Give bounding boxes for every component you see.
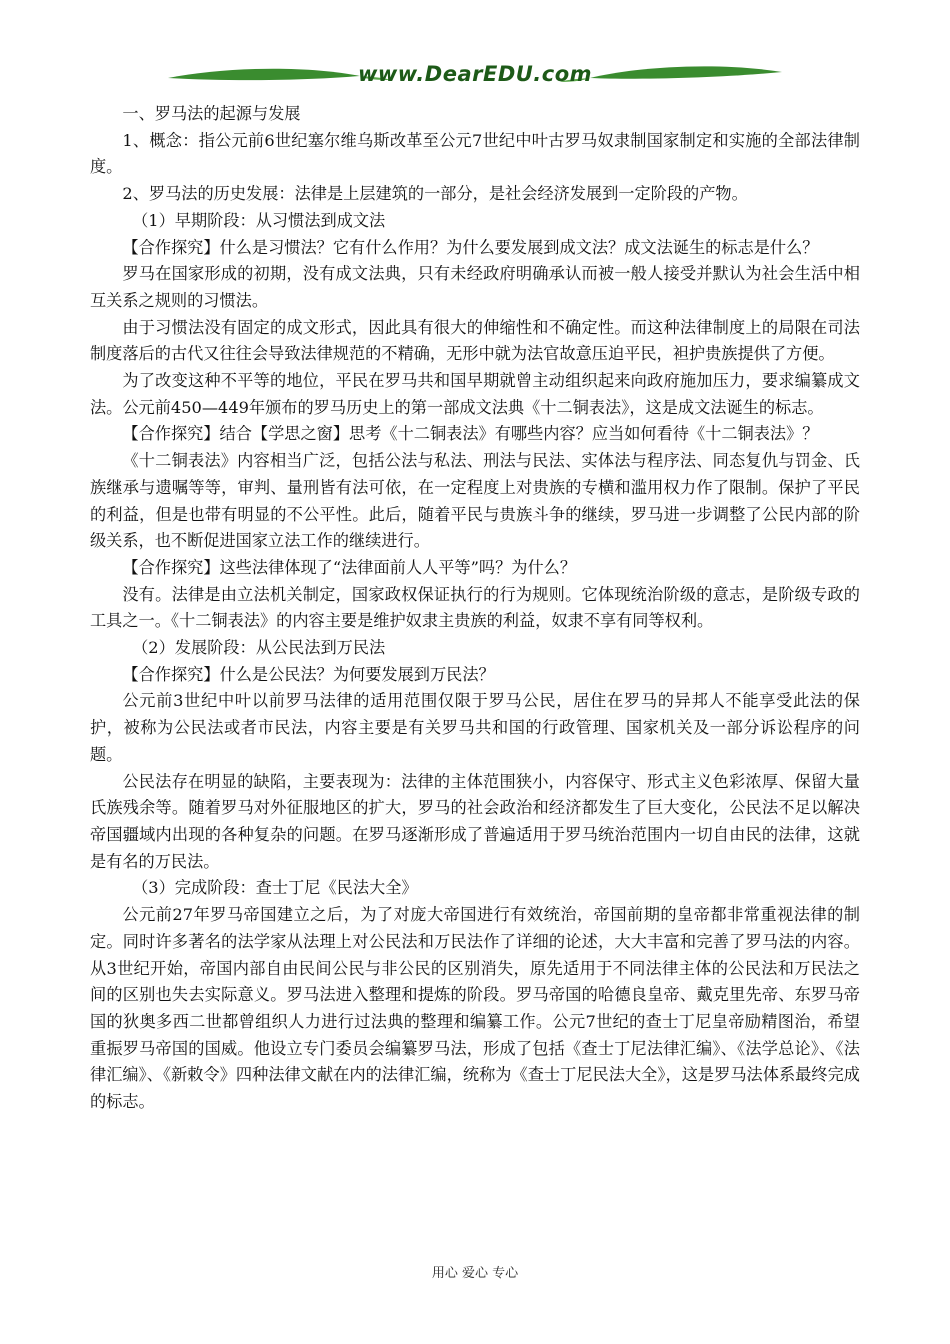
site-banner — [160, 58, 790, 96]
paragraph: 由于习惯法没有固定的成文形式，因此具有很大的伸缩性和不确定性。而这种法律制度上的局限在司法制度落后的古代又往往会导致法律规范的不精确，无形中就为法官故意压迫平民，袒护贵族提供了方便。 — [90, 317, 860, 364]
paragraph: 公民法存在明显的缺陷，主要表现为：法律的主体范围狭小，内容保守、形式主义色彩浓厚、保留大量氏族残余等。随着罗马对外征服地区的扩大，罗马的社会政治和经济都发生了巨大变化，公民法不足以解决帝国疆域内出现的各种复杂的问题。在罗马逐渐形成了普遍适用于罗马统治范围内一切自由民的法律，这就是有名的万民法。 — [90, 771, 860, 871]
paragraph: 公元前27年罗马帝国建立之后，为了对庞大帝国进行有效统治，帝国前期的皇帝都非常重视法律的制定。同时许多著名的法学家从法理上对公民法和万民法作了详细的论述，大大丰富和完善了罗马法的内容。从3世纪开始，帝国内部自由民间公民与非公民的区别消失，原先适用于不同法律主体的公民法和万民法之间的区别也失去实际意义。罗马法进入整理和提炼的阶段。罗马帝国的哈德良皇帝、戴克里先帝、东罗马帝国的狄奥多西二世都曾组织人力进行过法典的整理和编纂工作。公元7世纪的查士丁尼皇帝励精图治，希望重振罗马帝国的国威。他设立专门委员会编纂罗马法，形成了包括《查士丁尼法律汇编》、《法学总论》、《法律汇编》、《新敕令》四种法律文献在内的法律汇编，统称为《查士丁尼民法大全》，这是罗马法体系最终完成的标志。 — [90, 905, 860, 1112]
section-heading: 一、罗马法的起源与发展 — [122, 104, 301, 123]
subsection-heading: （2）发展阶段：从公民法到万民法 — [132, 638, 386, 658]
site-url[interactable]: www.DearEDU.com — [357, 62, 593, 86]
paragraph: 【合作探究】结合【学思之窗】思考《十二铜表法》有哪些内容？应当如何看待《十二铜表法》？ — [122, 424, 819, 444]
paragraph: 罗马在国家形成的初期，没有成文法典，只有未经政府明确承认而被一般人接受并默认为社会生活中相互关系之规则的习惯法。 — [90, 264, 860, 310]
paragraph: 公元前3世纪中叶以前罗马法律的适用范围仅限于罗马公民，居住在罗马的异邦人不能享受此法的保护，被称为公民法或者市民法，内容主要是有关罗马共和国的行政管理、国家机关及一部分诉讼程序的问题。 — [90, 691, 860, 764]
subsection-heading: （1）早期阶段：从习惯法到成文法 — [132, 210, 386, 230]
document-body — [90, 101, 860, 1116]
paragraph: 1、概念：指公元前6世纪塞尔维乌斯改革至公元7世纪中叶古罗马奴隶制国家制定和实施的全部法律制度。 — [90, 130, 860, 177]
subsection-heading: （3）完成阶段：查士丁尼《民法大全》 — [132, 878, 418, 898]
paragraph: 为了改变这种不平等的地位，平民在罗马共和国早期就曾主动组织起来向政府施加压力，要求编纂成文法。公元前450—449年颁布的罗马历史上的第一部成文法典《十二铜表法》，这是成文法诞生的标志。 — [90, 371, 860, 417]
paragraph: 【合作探究】什么是习惯法？它有什么作用？为什么要发展到成文法？成文法诞生的标志是什么？ — [122, 237, 819, 257]
paragraph: 【合作探究】这些法律体现了“法律面前人人平等”吗？为什么？ — [122, 557, 577, 577]
paragraph: 2、罗马法的历史发展：法律是上层建筑的一部分，是社会经济发展到一定阶段的产物。 — [122, 184, 748, 204]
paragraph: 【合作探究】什么是公民法？为何要发展到万民法？ — [122, 664, 495, 684]
page-footer: 用心 爱心 专心 — [431, 1266, 519, 1281]
paragraph: 没有。法律是由立法机关制定，国家政权保证执行的行为规则。它体现统治阶级的意志，是阶级专政的工具之一。《十二铜表法》的内容主要是维护奴隶主贵族的利益，奴隶不享有同等权利。 — [90, 584, 860, 631]
paragraph: 《十二铜表法》内容相当广泛，包括公法与私法、刑法与民法、实体法与程序法、同态复仇与罚金、氏族继承与遗嘱等等，审判、量刑皆有法可依，在一定程度上对贵族的专横和滥用权力作了限制。保护了平民的利益，但是也带有明显的不公平性。此后，随着平民与贵族斗争的继续，罗马进一步调整了公民内部的阶级关系，也不断促进国家立法工作的继续进行。 — [90, 451, 860, 551]
